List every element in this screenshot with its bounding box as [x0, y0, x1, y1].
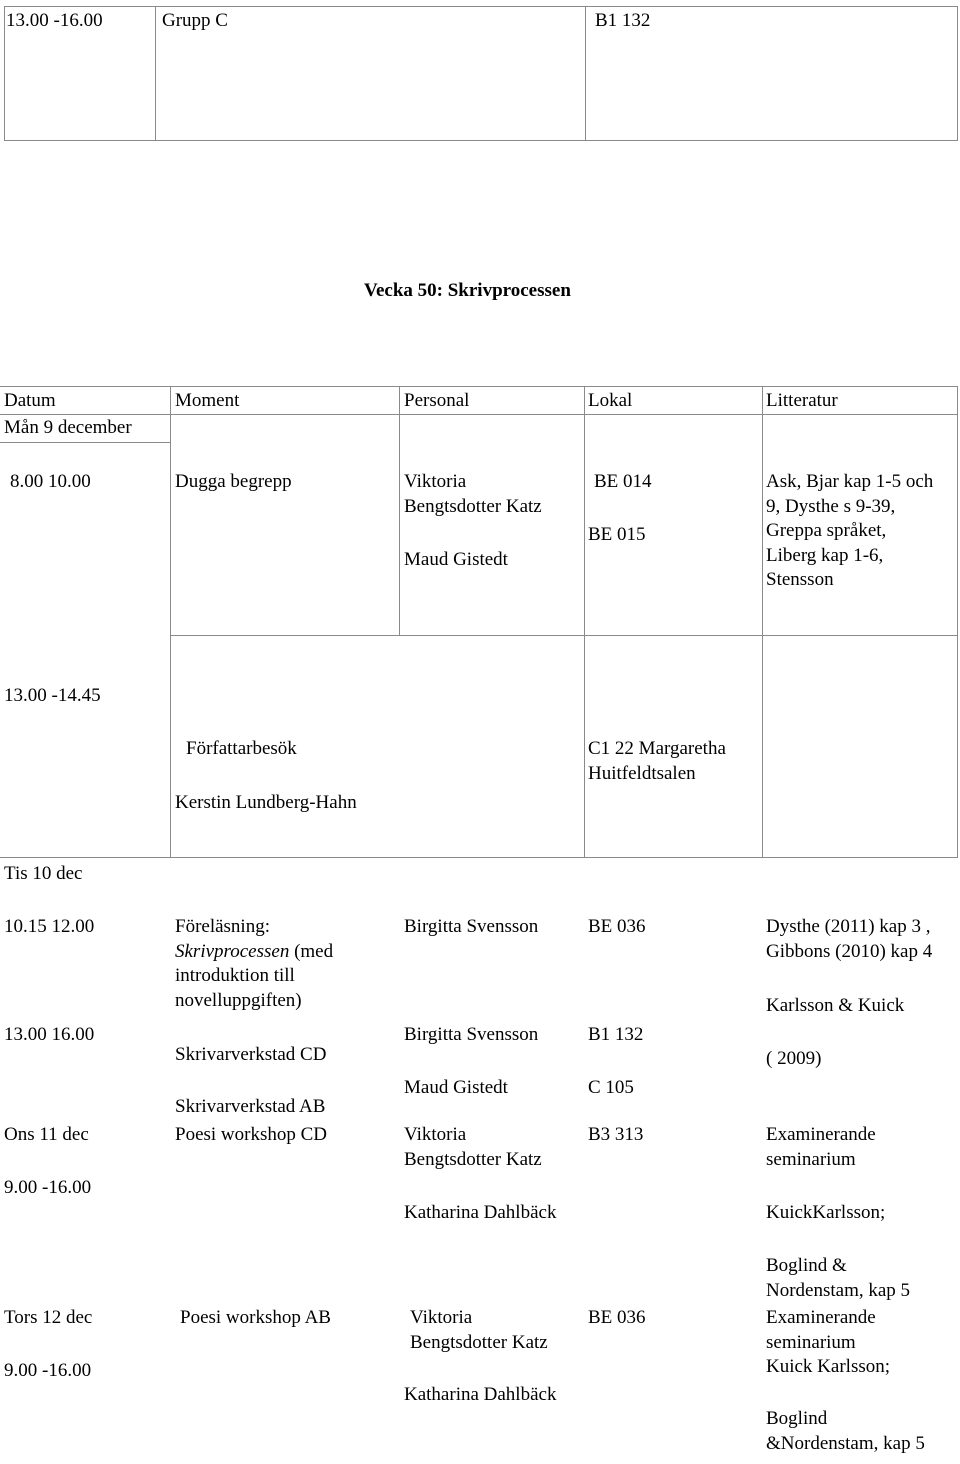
thursday-moment: Poesi workshop AB [180, 1307, 331, 1328]
main-col-divider-1 [170, 386, 171, 858]
thursday-litteratur-1: Examinerande seminarium Kuick Karlsson; [766, 1307, 891, 1377]
header-personal: Personal [404, 390, 470, 411]
monday-slot1-time: 8.00 10.00 [10, 471, 91, 492]
header-lokal: Lokal [588, 390, 633, 411]
thursday-personal-2: Katharina Dahlbäck [404, 1384, 557, 1405]
top-table-border-right [957, 6, 958, 141]
tuesday-slot1-moment-rest: introduktion till novelluppgiften) [175, 965, 302, 1011]
monday-date-divider [0, 442, 170, 443]
main-col-divider-2 [399, 386, 400, 636]
header-datum: Datum [4, 390, 56, 411]
monday-slot2-time: 13.00 -14.45 [4, 685, 101, 706]
monday-slot1-lokal-2: BE 015 [588, 524, 646, 545]
main-col-divider-3 [584, 386, 585, 858]
header-litteratur: Litteratur [766, 390, 838, 411]
tuesday-slot2-lokal-2: C 105 [588, 1077, 634, 1098]
wednesday-litteratur-3: Boglind & Nordenstam, kap 5 [766, 1255, 911, 1301]
top-table-border-top [4, 6, 958, 7]
monday-slot2-divider [0, 857, 958, 858]
thursday-personal-1: Viktoria Bengtsdotter Katz [410, 1307, 548, 1353]
tuesday-slot1-time: 10.15 12.00 [4, 916, 95, 937]
monday-slot1-lokal-1: BE 014 [594, 471, 652, 492]
thursday-time: 9.00 -16.00 [4, 1360, 92, 1381]
tuesday-date: Tis 10 dec [4, 863, 83, 884]
tuesday-slot1-litteratur-2: Karlsson & Kuick [766, 995, 905, 1016]
monday-slot1-moment: Dugga begrepp [175, 471, 292, 492]
monday-slot1-personal-1: Viktoria Bengtsdotter Katz [404, 471, 542, 517]
tuesday-slot1-moment-title-line [175, 940, 333, 965]
tuesday-slot2-personal-2: Maud Gistedt [404, 1077, 508, 1098]
wednesday-personal-1: Viktoria Bengtsdotter Katz [404, 1124, 542, 1170]
main-table-border-right [957, 386, 958, 858]
tuesday-slot1-personal: Birgitta Svensson [404, 916, 539, 937]
monday-slot2-moment: Författarbesök [186, 738, 297, 759]
wednesday-lokal: B3 313 [588, 1124, 644, 1145]
tuesday-slot2-moment-2: Skrivarverkstad AB [175, 1096, 326, 1117]
top-row-moment: Grupp C [162, 10, 228, 31]
monday-slot1-divider [170, 635, 958, 636]
wednesday-litteratur-2: KuickKarlsson; [766, 1202, 886, 1223]
thursday-date: Tors 12 dec [4, 1307, 93, 1328]
tuesday-slot2-lokal-1: B1 132 [588, 1024, 644, 1045]
monday-slot2-lokal: C1 22 Margaretha Huitfeldtsalen [588, 738, 726, 784]
main-table-border-top [0, 386, 958, 387]
tuesday-slot2-time: 13.00 16.00 [4, 1024, 95, 1045]
tuesday-slot2-personal-1: Birgitta Svensson [404, 1024, 539, 1045]
header-moment: Moment [175, 390, 240, 411]
tuesday-slot2-moment-1: Skrivarverkstad CD [175, 1044, 327, 1065]
thursday-litteratur-2: Boglind &Nordenstam, kap 5 [766, 1408, 925, 1454]
thursday-lokal: BE 036 [588, 1307, 646, 1328]
tuesday-slot1-moment-italic: Skrivprocessen [175, 941, 290, 962]
monday-slot1-litteratur: Ask, Bjar kap 1-5 och 9, Dysthe s 9-39, Greppa språket, Liberg kap 1-6, Stensson [766, 471, 934, 590]
wednesday-date: Ons 11 dec [4, 1124, 89, 1145]
top-table-border-left [4, 6, 5, 141]
monday-slot1-personal-2: Maud Gistedt [404, 549, 508, 570]
top-table-divider-1 [155, 6, 156, 141]
top-row-room: B1 132 [595, 10, 651, 31]
main-col-divider-4 [762, 386, 763, 858]
tuesday-slot1-litteratur-1: Dysthe (2011) kap 3 , Gibbons (2010) kap 4 [766, 916, 933, 962]
wednesday-personal-2: Katharina Dahlbäck [404, 1202, 557, 1223]
tuesday-slot1-moment-suffix: (med [289, 941, 334, 962]
tuesday-slot1-lokal: BE 036 [588, 916, 646, 937]
top-table-border-bottom [4, 140, 958, 141]
header-row-divider [0, 414, 958, 415]
top-row-time: 13.00 -16.00 [6, 10, 103, 31]
wednesday-litteratur-1: Examinerande seminarium [766, 1124, 876, 1170]
tuesday-slot1-litteratur-3: ( 2009) [766, 1048, 822, 1069]
tuesday-slot1-moment-prefix: Föreläsning: [175, 916, 270, 937]
wednesday-moment: Poesi workshop CD [175, 1124, 328, 1145]
top-table-divider-2 [585, 6, 586, 141]
week-title: Vecka 50: Skrivprocessen [364, 280, 571, 301]
wednesday-time: 9.00 -16.00 [4, 1177, 92, 1198]
monday-date: Mån 9 december [4, 417, 132, 438]
monday-slot2-guest: Kerstin Lundberg-Hahn [175, 792, 357, 813]
